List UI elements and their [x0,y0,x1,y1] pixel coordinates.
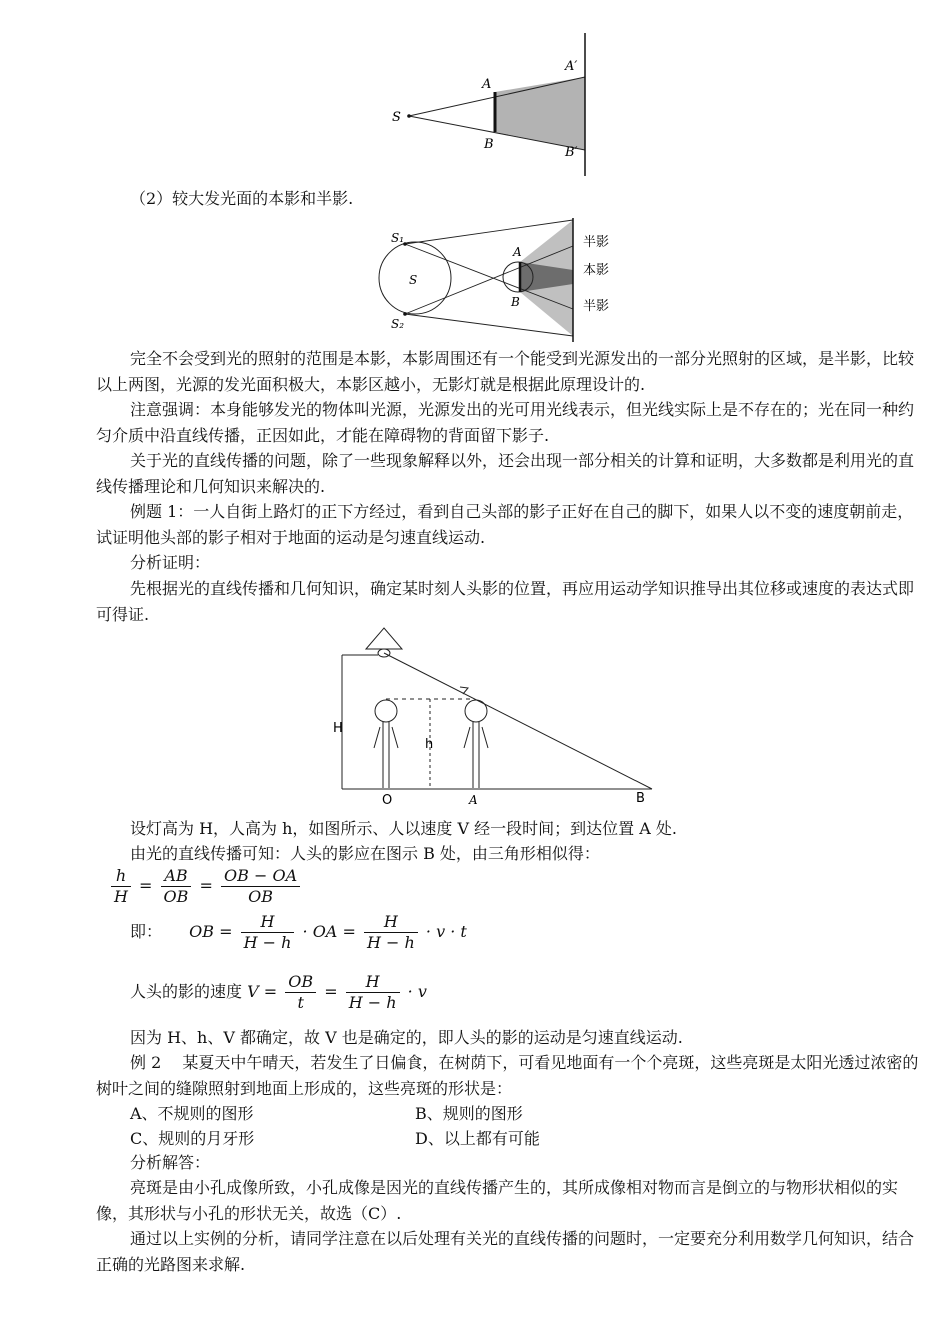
fig2-caption: （2）较大发光面的本影和半影. [130,189,354,208]
label-penumbra-bottom: 半影 [583,299,610,314]
label-b: B [636,791,645,806]
label-a: A [482,77,492,92]
label-umbra: 本影 [583,263,610,278]
person-at-o [374,700,398,788]
equation-ratio: $\frac{h}{H}$ = $\frac{AB}{OB}$ = $\frac{OB - OA}{OB}$ [108,866,303,907]
paragraph-similar-triangles: 由光的直线传播可知：人头的影应在图示 B 处，由三角形相似得： [130,844,600,863]
umbra-region [495,77,585,150]
label-a-prime: A′ [565,59,578,74]
label-s2: S₂ [391,317,405,331]
paragraph-note: 注意强调：本身能够发光的物体叫光源，光源发出的光可用光线表示，但光线实际上是不存在的；光在同一种约匀介质中沿直线传播，正因如此，才能在障碍物的背面留下影子. [96,400,915,445]
figure-street-lamp [330,624,660,810]
paragraph-example2: 例 2 某夏天中午晴天，若发生了日偏食，在树荫下，可看见地面有一个个亮斑，这些亮斑是太阳光透过浓密的树叶之间的缝隙照射到地面上形成的，这些亮斑的形状是： [96,1053,919,1098]
label-penumbra-top: 半影 [583,235,610,250]
equation-ob: 即： OB = $\frac{H}{H - h}$ · OA = $\frac{H}{H - h}$ · v · t [130,912,467,952]
label-a: A [469,793,478,807]
paragraph-intro: 关于光的直线传播的问题，除了一些现象解释以外，还会出现一部分相关的计算和证明，大多数都是利用光的直线传播理论和几何知识来解决的. [96,451,915,496]
paragraph-answer-title: 分析解答： [130,1153,211,1172]
label-s: S [409,273,418,287]
equation-velocity: 人头的影的速度 V = $\frac{OB}{t}$ = $\frac{H}{H - h}$ · v [130,972,427,1012]
option-c: C、规则的月牙形 [130,1129,255,1148]
label-b: B [511,295,520,309]
label-s: S [392,110,401,125]
label-a: A [513,245,522,259]
paragraph-summary: 通过以上实例的分析，请同学注意在以后处理有关光的直线传播的问题时，一定要充分利用数学几何知识，结合正确的光路图来求解. [96,1229,915,1274]
paragraph-analysis: 先根据光的直线传播和几何知识，确定某时刻人头影的位置，再应用运动学知识推导出其位移或速度的表达式即可得证. [96,579,915,624]
paragraph-setup: 设灯高为 H，人高为 h，如图所示、人以速度 V 经一段时间；到达位置 A 处. [130,819,677,838]
label-person-height: h [425,737,434,752]
label-lamp-height: H [333,721,343,736]
figure-point-source-shadow [380,28,610,178]
figure-extended-source-shadow [375,218,625,342]
label-s1: S₁ [391,231,405,245]
label-b-prime: B′ [565,145,578,160]
option-a: A、不规则的图形 [130,1104,254,1123]
paragraph-conclusion: 因为 H、h、V 都确定，故 V 也是确定的，即人头的影的运动是匀速直线运动. [130,1028,683,1047]
label-o: O [382,793,393,808]
lamp-shade [366,628,402,649]
paragraph-answer: 亮斑是由小孔成像所致，小孔成像是因光的直线传播产生的，其所成像相对物而言是倒立的与物形状相似的实像，其形状与小孔的形状无关，故选（C）. [96,1178,899,1223]
point-source [407,114,411,118]
option-b: B、规则的图形 [415,1104,523,1123]
option-d: D、以上都有可能 [415,1129,540,1148]
person-at-a [464,700,488,788]
label-b: B [484,137,494,152]
paragraph-analysis-title: 分析证明： [130,553,211,572]
paragraph-umbra: 完全不会受到光的照射的范围是本影，本影周围还有一个能受到光源发出的一部分光照射的区域，是半影，比较以上两图，光源的发光面积极大，本影区越小，无影灯就是根据此原理设计的. [96,349,915,394]
paragraph-example1: 例题 1：一人自街上路灯的正下方经过，看到自己头部的影子正好在自己的脚下，如果人以不变的速度朝前走，试证明他头部的影子相对于地面的运动是匀速直线运动. [96,502,914,547]
light-ray [384,653,652,789]
